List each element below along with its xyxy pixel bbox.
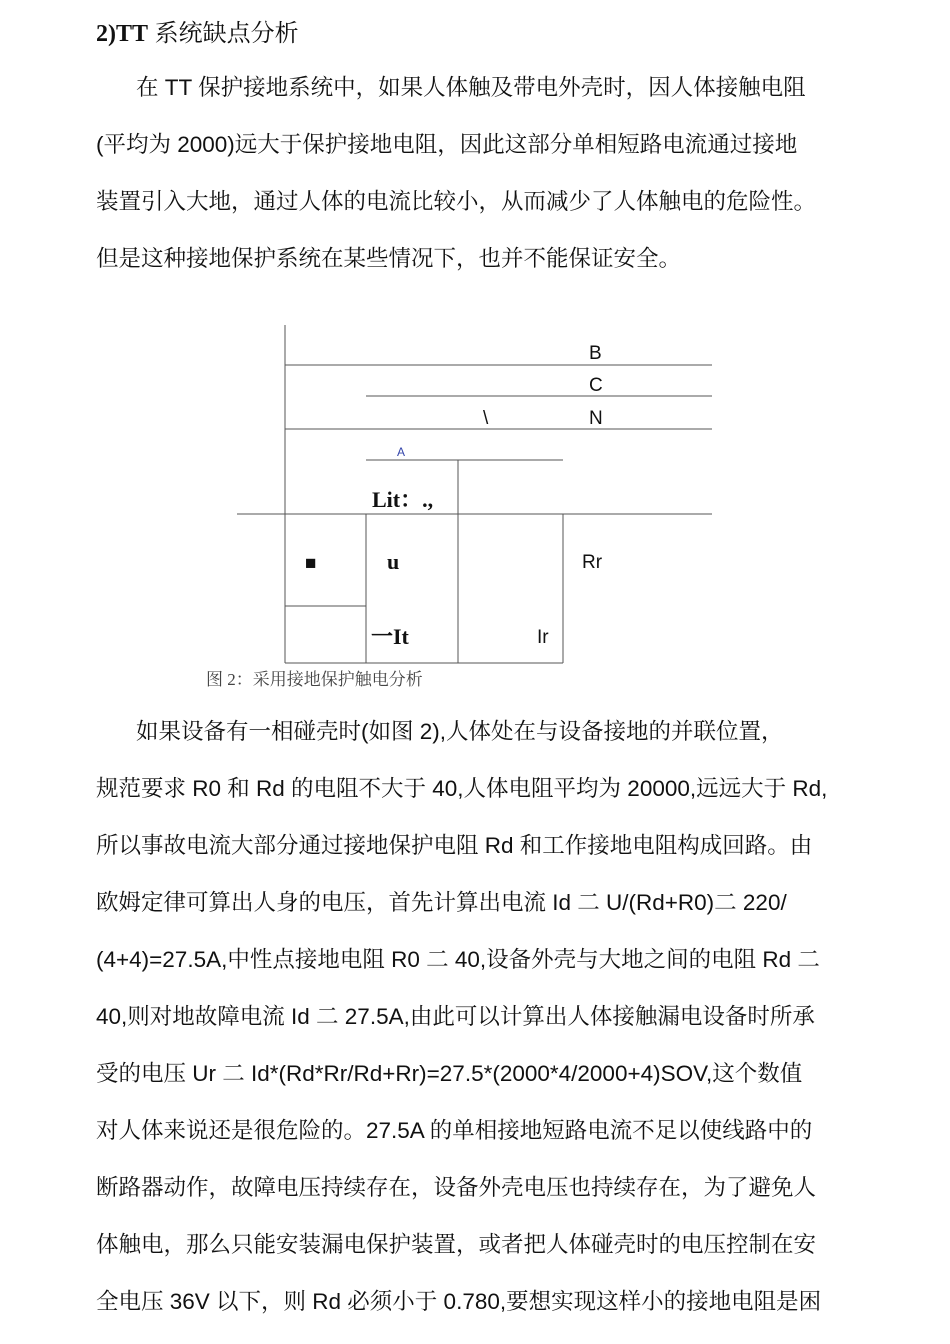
paragraph-line: 断路器动作，故障电压持续存在，设备外壳电压也持续存在，为了避免人 (96, 1175, 817, 1200)
paragraph-analysis (96, 703, 856, 1330)
section-heading (96, 17, 299, 51)
paragraph-line: 40,则对地故障电流 Id 二 27.5A,由此可以计算出人体接触漏电设备时所承 (96, 1004, 815, 1029)
label-b: B (589, 343, 602, 364)
section-number: 2)TT (96, 21, 149, 47)
label-c: C (589, 375, 603, 396)
paragraph-line: 体触电，那么只能安装漏电保护装置，或者把人体碰壳时的电压控制在安 (96, 1232, 817, 1257)
label-lit: Lit：., (372, 487, 434, 512)
paragraph-line: 如果设备有一相碰壳时(如图 2),人体处在与设备接地的并联位置， (136, 719, 784, 744)
label-ir: Ir (537, 627, 549, 648)
figure-caption: 图 2：采用接地保护触电分析 (206, 670, 423, 689)
label-u: u (387, 549, 400, 574)
paragraph-line: 欧姆定律可算出人身的电压，首先计算出电流 Id 二 U/(Rd+R0)二 220/ (96, 890, 787, 915)
label-backslash: \ (483, 408, 489, 429)
paragraph-line: (4+4)=27.5A,中性点接地电阻 R0 二 40,设备外壳与大地之间的电阻 Rd 二 (96, 947, 820, 972)
paragraph-line: 受的电压 Ur 二 Id*(Rd*Rr/Rd+Rr)=27.5*(2000*4/2000+4)SOV,这个数值 (96, 1061, 803, 1086)
label-square: ■ (305, 553, 317, 574)
paragraph-line: 但是这种接地保护系统在某些情况下，也并不能保证安全。 (96, 246, 682, 271)
section-title: 系统缺点分析 (148, 20, 299, 47)
paragraph-line: 所以事故电流大部分通过接地保护电阻 Rd 和工作接地电阻构成回路。由 (96, 833, 813, 858)
paragraph-line: (平均为 2000)远大于保护接地电阻，因此这部分单相短路电流通过接地 (96, 132, 798, 157)
paragraph-line: 在 TT 保护接地系统中，如果人体触及带电外壳时，因人体接触电阻 (136, 75, 806, 100)
label-it: 一It (371, 624, 409, 649)
paragraph-tt-intro (96, 59, 856, 287)
label-n: N (589, 408, 603, 429)
paragraph-line: 全电压 36V 以下，则 Rd 必须小于 0.780,要想实现这样小的接地电阻是困 (96, 1289, 822, 1314)
paragraph-line: 规范要求 R0 和 Rd 的电阻不大于 40,人体电阻平均为 20000,远远大于 Rd, (96, 776, 828, 801)
label-a: A (397, 445, 406, 459)
paragraph-line: 装置引入大地，通过人体的电流比较小，从而减少了人体触电的危险性。 (96, 189, 817, 214)
label-rr: Rr (582, 552, 603, 573)
paragraph-line: 对人体来说还是很危险的。27.5A 的单相接地短路电流不足以使线路中的 (96, 1118, 813, 1143)
